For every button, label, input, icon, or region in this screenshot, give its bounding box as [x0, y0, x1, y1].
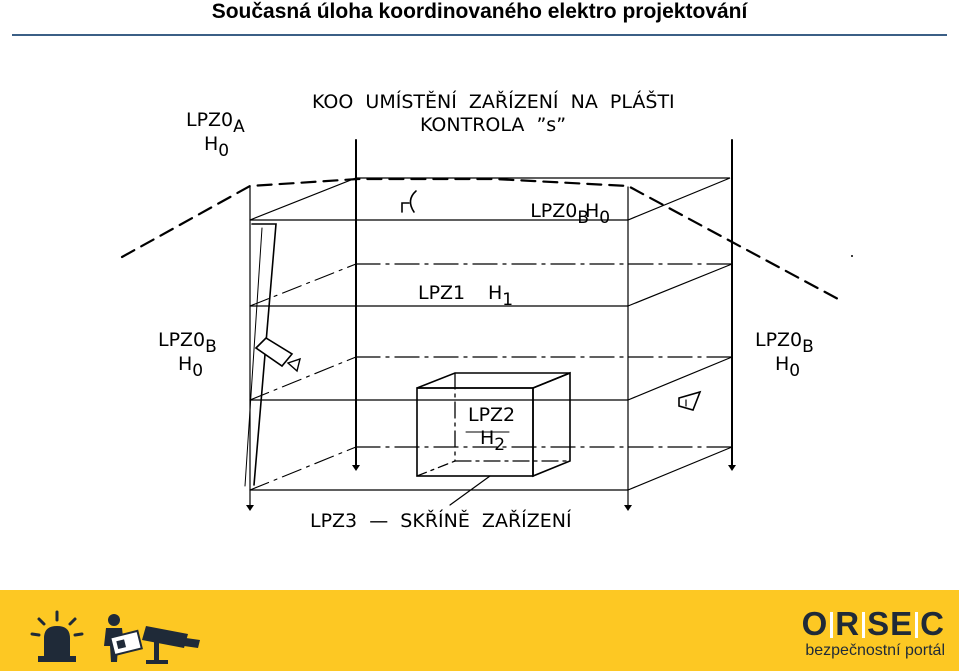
- logo-subtitle: bezpečnostní portál: [805, 642, 945, 659]
- floor2-right-edge: [628, 357, 732, 400]
- alarm-beacon-icon: [32, 612, 82, 662]
- orsec-logo: [785, 606, 945, 666]
- footer-icons: [20, 590, 230, 671]
- floor2-left-edge: [250, 357, 356, 400]
- logo-wordmark: O R SE C: [801, 605, 945, 642]
- floor1-left-edge: [250, 264, 356, 306]
- zone-side-left-h: H0: [178, 353, 204, 381]
- cctv-camera-left-icon: [256, 338, 300, 371]
- zone-outer-left-h: H0: [204, 133, 230, 161]
- floor1-right-edge: [628, 264, 732, 306]
- zone-roof-label: LPZ0BH0: [530, 200, 611, 228]
- roof-plane: [250, 178, 730, 220]
- footer-bar: [0, 590, 959, 671]
- ground-left-edge: [250, 447, 356, 490]
- ground-right-edge: [628, 447, 732, 490]
- id-card-person-icon: [104, 614, 142, 662]
- page-title: Současná úloha koordinovaného elektro projektování: [211, 0, 748, 23]
- zone-cabinet-h: H2: [480, 427, 506, 455]
- zone-side-right-h: H0: [775, 353, 801, 381]
- zone-side-left-label: LPZ0B: [158, 329, 217, 357]
- header-line2: KONTROLA ”s”: [420, 114, 567, 136]
- lpz0a-boundary-dashed: [122, 179, 838, 299]
- siren-right-icon: [679, 392, 700, 410]
- header-line1: KOO UMÍSTĚNÍ ZAŘÍZENÍ NA PLÁŠTI: [312, 91, 675, 113]
- zone-interior-label: LPZ1 H1: [418, 282, 514, 310]
- roof-arrester-icon: [402, 203, 409, 212]
- zone-side-right-label: LPZ0B: [755, 329, 814, 357]
- lpz3-label: LPZ3 — SKŘÍNĚ ZAŘÍZENÍ: [310, 510, 572, 532]
- cctv-camera-icon: [142, 626, 200, 664]
- zone-cabinet-label: LPZ2: [468, 404, 516, 426]
- zone-outer-left-label: LPZ0A: [186, 109, 245, 137]
